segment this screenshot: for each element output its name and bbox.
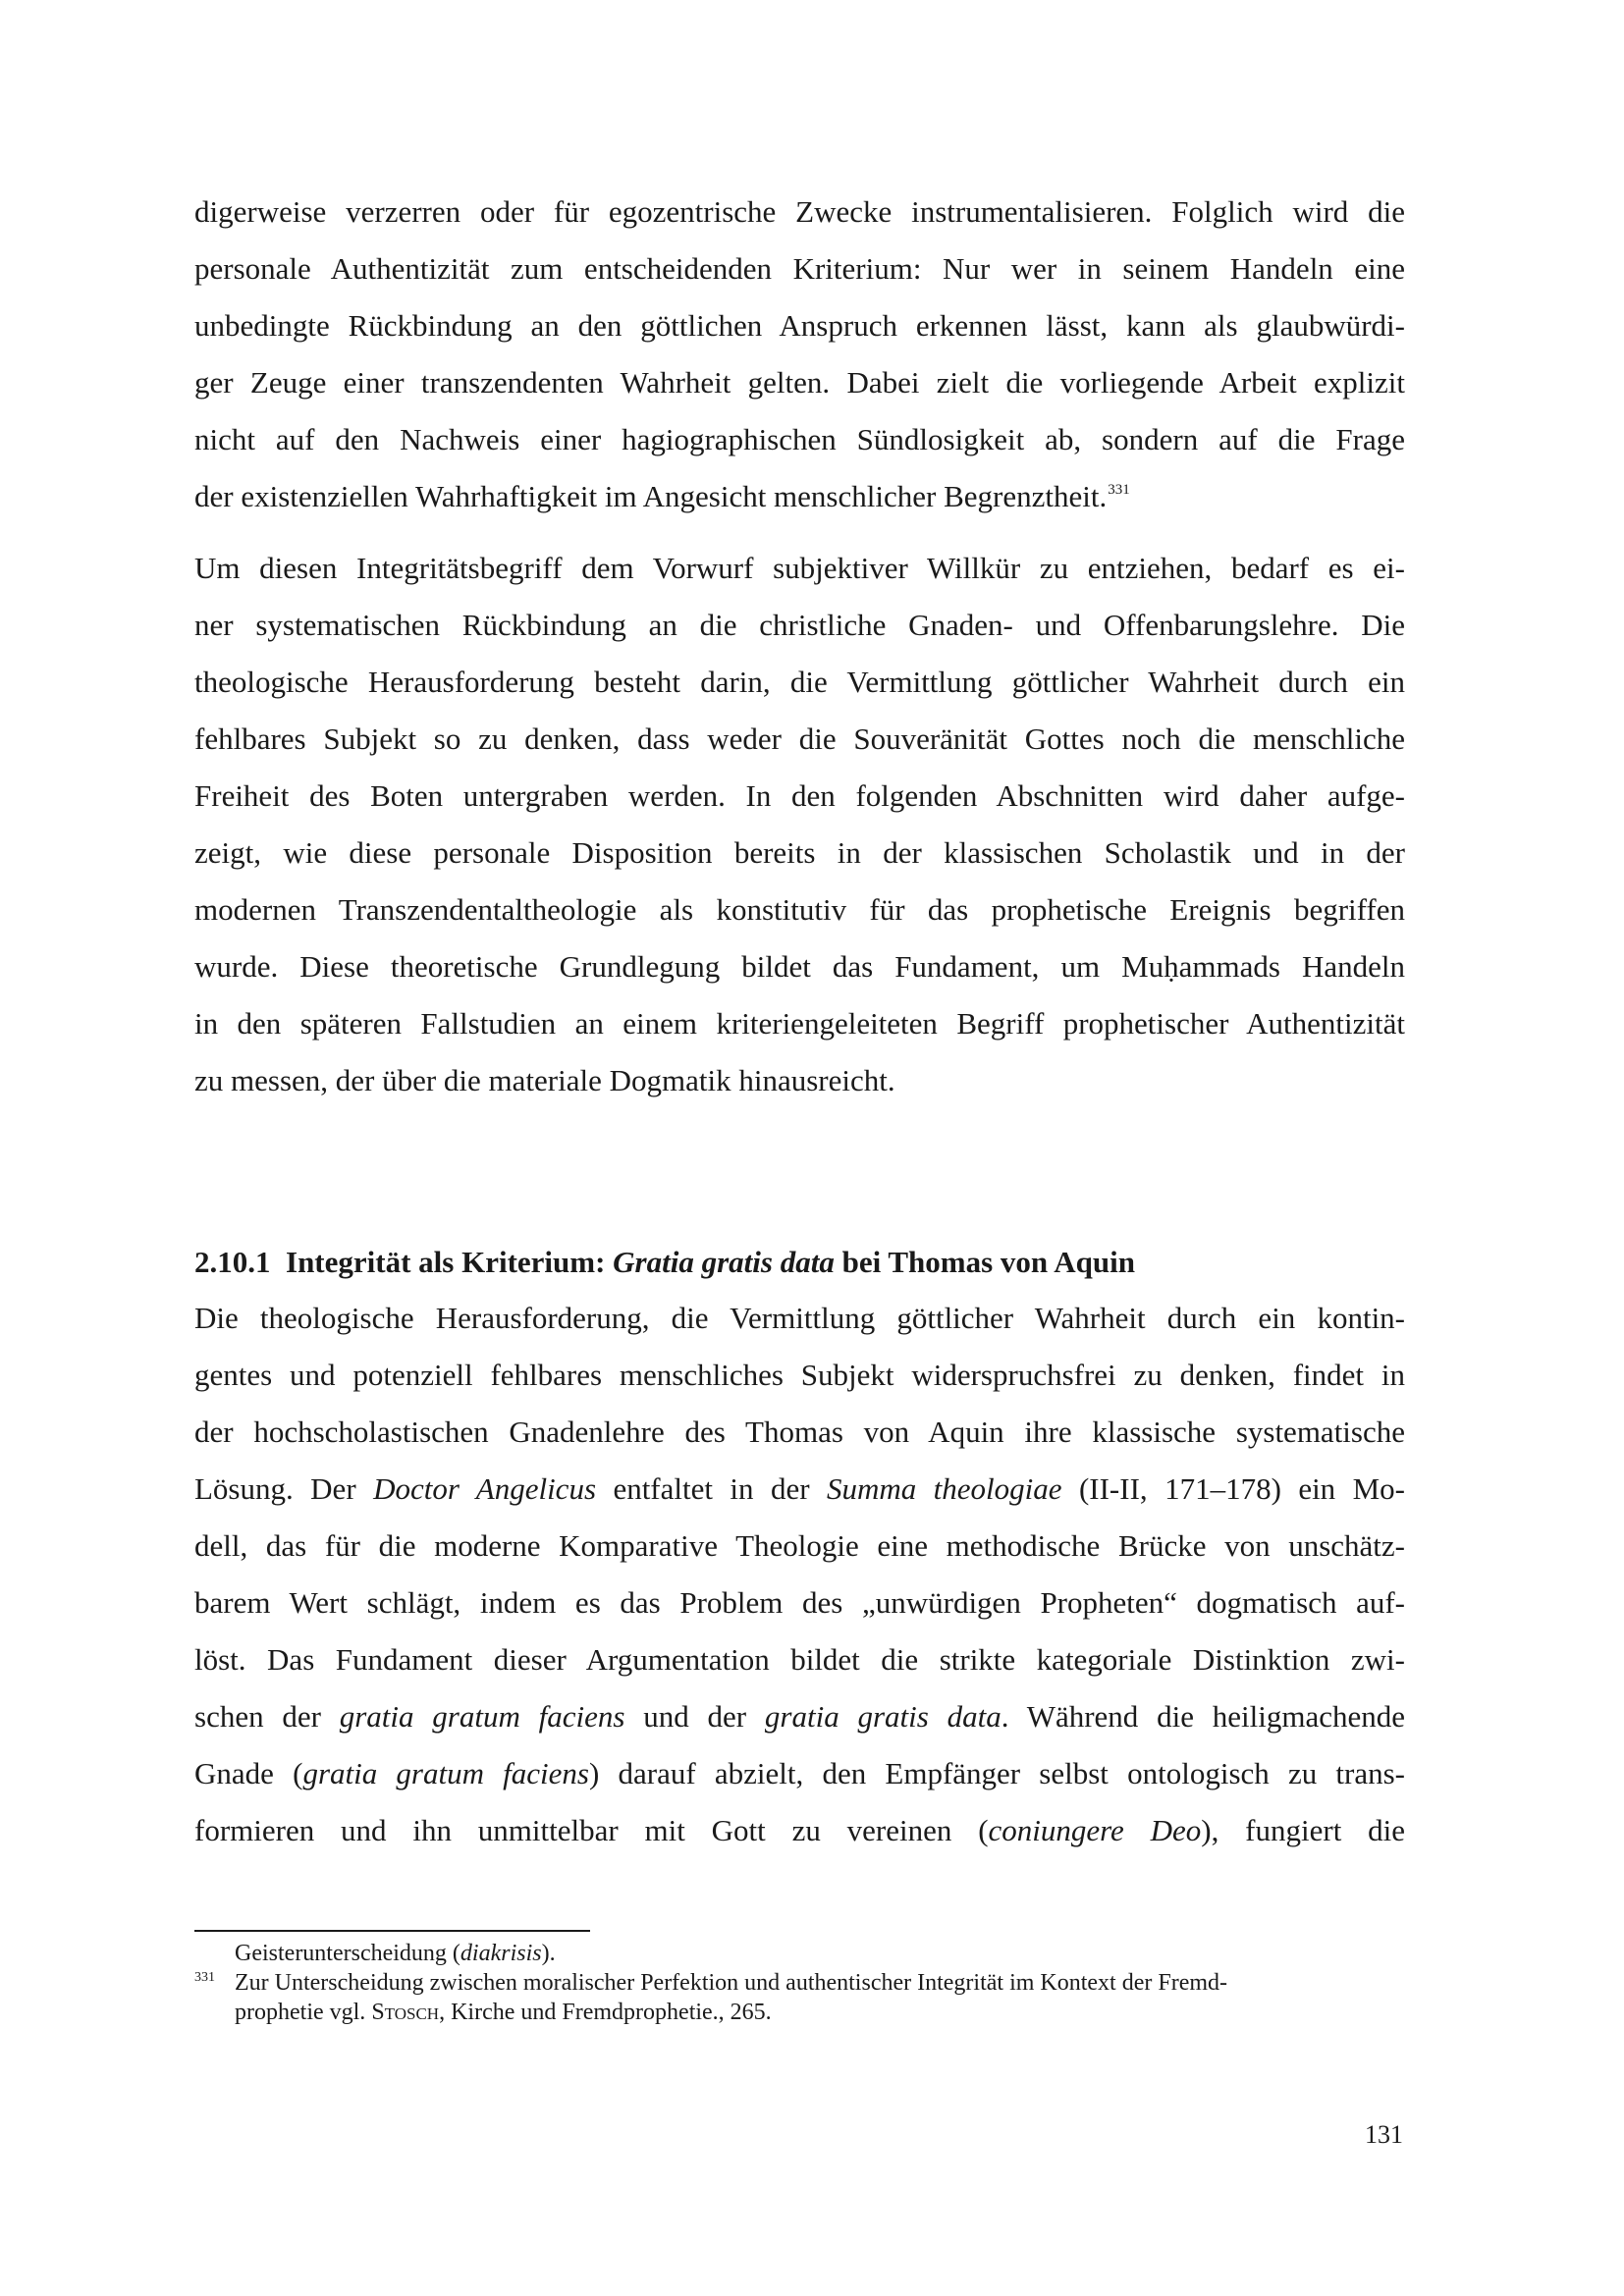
page-number: 131 — [1365, 2120, 1403, 2149]
italic-term: Summa theologiae — [826, 1471, 1062, 1506]
section-title-part2: bei Thomas von Aquin — [834, 1245, 1135, 1279]
paragraph-2-line: fehlbares Subjekt so zu denken, dass weder die Souveränität Gottes noch die menschliche — [194, 721, 1405, 756]
section-heading — [194, 1234, 1135, 1291]
footnote-331 — [194, 1968, 1405, 1998]
paragraph-2-line: in den späteren Fallstudien an einem kriteriengeleiteten Begriff prophetischer Authentizität — [194, 1006, 1405, 1041]
paragraph-1 — [194, 184, 1405, 525]
paragraph-3-line: gentes und potenziell fehlbares menschliches Subjekt widerspruchsfrei zu denken, findet in — [194, 1358, 1405, 1392]
italic-term: gratia gratis data — [764, 1699, 1001, 1734]
italic-term: gratia gratum faciens — [339, 1699, 625, 1734]
text-run: entfaltet in der — [596, 1471, 827, 1506]
text-run: prophetie vgl. — [235, 2000, 372, 2025]
text-run: ) darauf abzielt, den Empfänger selbst ontologisch zu trans- — [589, 1756, 1406, 1790]
paragraph-2-line: zeigt, wie diese personale Disposition bereits in der klassischen Scholastik und in der — [194, 835, 1405, 870]
italic-term: gratia gratum faciens — [302, 1756, 589, 1790]
italic-term: diakrisis — [460, 1941, 542, 1966]
paragraph-3-line: dell, das für die moderne Komparative Theologie eine methodische Brücke von unschätz- — [194, 1528, 1405, 1563]
footnotes — [194, 1939, 1405, 2027]
footnote-reference[interactable]: 331 — [1108, 482, 1130, 498]
paragraph-3-line: löst. Das Fundament dieser Argumentation bildet die strikte kategoriale Distinktion zwi- — [194, 1642, 1405, 1677]
text-run: ), fungiert die — [1201, 1813, 1406, 1847]
paragraph-2-line: zu messen, der über die materiale Dogmatik hinausreicht. — [194, 1063, 895, 1097]
paragraph-3-line: Die theologische Herausforderung, die Vermittlung göttlicher Wahrheit durch ein kontin- — [194, 1301, 1405, 1335]
text-run: , Kirche und Fremdprophetie., 265. — [439, 2000, 772, 2025]
text-run: schen der — [194, 1699, 340, 1734]
section-number: 2.10.1 — [194, 1245, 271, 1279]
text-run: formieren und ihn unmittelbar mit Gott zu vereinen ( — [194, 1813, 989, 1847]
text-run: Lösung. Der — [194, 1471, 374, 1506]
paragraph-3-line — [194, 1802, 1405, 1859]
paragraph-3-line: barem Wert schlägt, indem es das Problem des „unwürdigen Propheten“ dogmatisch auf- — [194, 1585, 1405, 1620]
author-name: Stosch — [371, 2000, 440, 2025]
italic-term: coniungere Deo — [988, 1813, 1202, 1847]
text-run: Geisterunterscheidung ( — [235, 1941, 460, 1966]
text-run: ). — [541, 1941, 556, 1966]
paragraph-2-line: wurde. Diese theoretische Grundlegung bildet das Fundament, um Muḥammads Handeln — [194, 949, 1405, 984]
paragraph-1-last-line — [194, 468, 1405, 525]
footnote-separator — [194, 1930, 590, 1932]
text-run: (II-II, 171–178) ein Mo- — [1061, 1471, 1405, 1506]
paragraph-3-line: der hochscholastischen Gnadenlehre des Thomas von Aquin ihre klassische systematische — [194, 1415, 1405, 1449]
paragraph-3-line — [194, 1745, 1405, 1802]
paragraph-3-line — [194, 1461, 1405, 1518]
paragraph-1-line: nicht auf den Nachweis einer hagiographischen Sündlosigkeit ab, sondern auf die Frage — [194, 422, 1405, 456]
paragraph-3 — [194, 1290, 1405, 1859]
section-title-italic: Gratia gratis data — [613, 1245, 835, 1279]
paragraph-2-line: modernen Transzendentaltheologie als konstitutiv für das prophetische Ereignis begriffen — [194, 892, 1405, 927]
paragraph-2 — [194, 540, 1405, 1109]
text-run: . Während die heiligmachende — [1001, 1699, 1405, 1734]
paragraph-1-line: ger Zeuge einer transzendenten Wahrheit gelten. Dabei zielt die vorliegende Arbeit explizit — [194, 365, 1405, 400]
section-title-part1: Integrität als Kriterium: — [286, 1245, 614, 1279]
paragraph-1-line: digerweise verzerren oder für egozentrische Zwecke instrumentalisieren. Folglich wird die — [194, 194, 1405, 229]
paragraph-2-line: theologische Herausforderung besteht darin, die Vermittlung göttlicher Wahrheit durch ein — [194, 665, 1405, 699]
italic-term: Doctor Angelicus — [373, 1471, 597, 1506]
paragraph-2-line: Um diesen Integritätsbegriff dem Vorwurf subjektiver Willkür zu entziehen, bedarf es ei- — [194, 551, 1405, 585]
text-run: Gnade ( — [194, 1756, 303, 1790]
paragraph-1-line: unbedingte Rückbindung an den göttlichen Anspruch erkennen lässt, kann als glaubwürdi- — [194, 308, 1405, 343]
paragraph-1-line: personale Authentizität zum entscheidenden Kriterium: Nur wer in seinem Handeln eine — [194, 251, 1405, 286]
text-run: Zur Unterscheidung zwischen moralischer Perfektion und authentischer Integrität im Kontext der Fremd- — [235, 1970, 1228, 1996]
text-run: und der — [624, 1699, 765, 1734]
footnote-331-continued — [194, 1998, 1405, 2027]
footnote-continuation — [194, 1939, 1405, 1968]
footnote-number: 331 — [194, 1970, 215, 1985]
paragraph-3-line — [194, 1688, 1405, 1745]
paragraph-2-line: Freiheit des Boten untergraben werden. In den folgenden Abschnitten wird daher aufge- — [194, 778, 1405, 813]
paragraph-2-line: ner systematischen Rückbindung an die christliche Gnaden- und Offenbarungslehre. Die — [194, 608, 1405, 642]
paragraph-1-line-text: der existenziellen Wahrhaftigkeit im Angesicht menschlicher Begrenztheit. — [194, 479, 1108, 513]
